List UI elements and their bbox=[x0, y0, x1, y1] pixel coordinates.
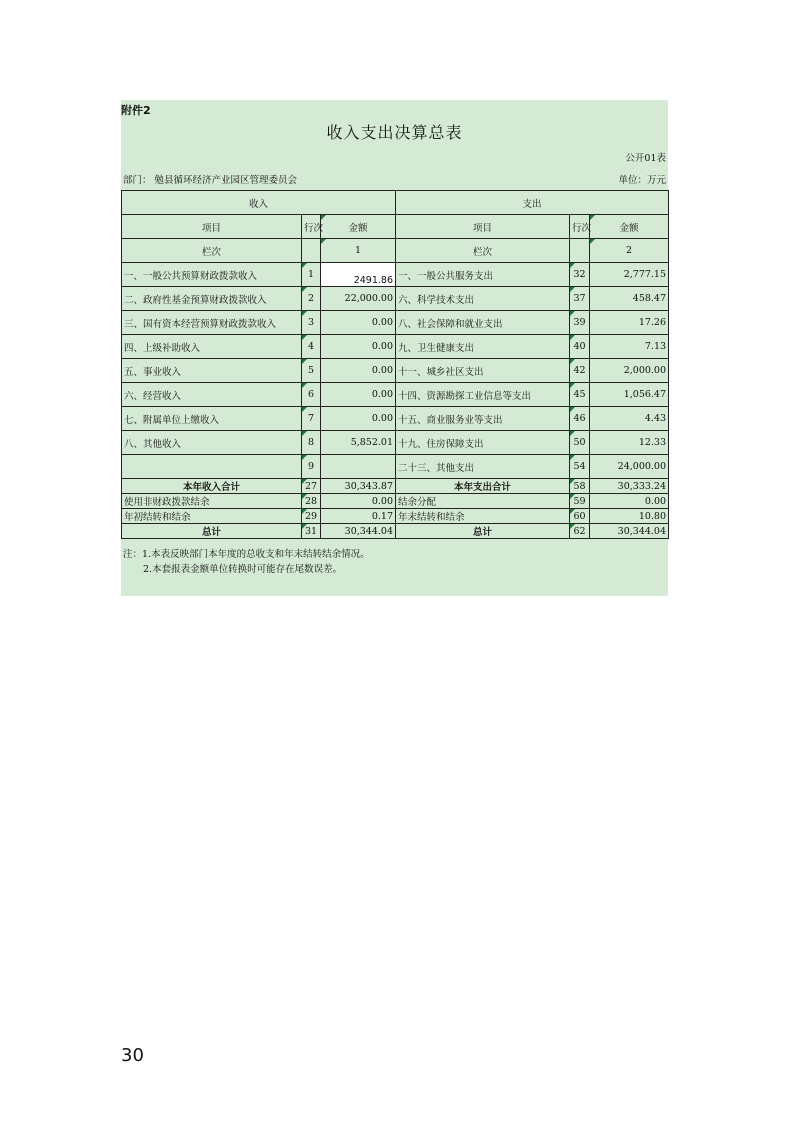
income-item: 二、政府性基金预算财政拨款收入 bbox=[122, 287, 302, 311]
expense-amount: 17.26 bbox=[590, 311, 669, 335]
expense-subtotal-amount: 30,333.24 bbox=[590, 479, 669, 494]
income-amount: 22,000.00 bbox=[321, 287, 396, 311]
expense-amount-header: 金额 bbox=[590, 215, 669, 239]
income-amount: 0.00 bbox=[321, 407, 396, 431]
income-total-amount: 30,344.04 bbox=[321, 524, 396, 539]
expense-subtotal-label: 本年支出合计 bbox=[396, 479, 570, 494]
unit-label: 单位：万元 bbox=[618, 175, 666, 186]
footnote-2: 2.本套报表金额单位转换时可能存在尾数误差。 bbox=[143, 564, 343, 575]
expense-amount: 0.00 bbox=[590, 494, 669, 509]
income-line-no: 29 bbox=[302, 509, 321, 524]
income-amount: 0.00 bbox=[321, 359, 396, 383]
expense-item: 十九、住房保障支出 bbox=[396, 431, 570, 455]
income-order-label: 栏次 bbox=[122, 239, 302, 263]
income-amount: 0.00 bbox=[321, 311, 396, 335]
expense-total-line-no: 62 bbox=[570, 524, 590, 539]
expense-total-amount: 30,344.04 bbox=[590, 524, 669, 539]
section-header-row bbox=[122, 191, 669, 215]
subtotal-row bbox=[122, 479, 669, 494]
income-subtotal-amount: 30,343.87 bbox=[321, 479, 396, 494]
table-row bbox=[122, 455, 669, 479]
expense-item-header: 项目 bbox=[396, 215, 570, 239]
table-code: 公开01表 bbox=[625, 153, 666, 164]
income-line-no: 1 bbox=[302, 263, 321, 287]
income-line-no: 6 bbox=[302, 383, 321, 407]
income-line-header: 行次 bbox=[302, 215, 321, 239]
income-amount: 5,852.01 bbox=[321, 431, 396, 455]
expense-amount: 10.80 bbox=[590, 509, 669, 524]
expense-amount: 12.33 bbox=[590, 431, 669, 455]
income-subtotal-line-no: 27 bbox=[302, 479, 321, 494]
table-row bbox=[122, 311, 669, 335]
department-label: 部门： 勉县循环经济产业园区管理委员会 bbox=[123, 175, 298, 186]
column-header-row bbox=[122, 215, 669, 239]
income-line-no: 4 bbox=[302, 335, 321, 359]
expense-item: 十五、商业服务业等支出 bbox=[396, 407, 570, 431]
expense-amount: 2,000.00 bbox=[590, 359, 669, 383]
income-item: 使用非财政拨款结余 bbox=[122, 494, 302, 509]
income-header: 收入 bbox=[122, 191, 396, 215]
expense-item: 年末结转和结余 bbox=[396, 509, 570, 524]
page-number: 30 bbox=[121, 1045, 144, 1066]
report-sheet bbox=[121, 100, 668, 596]
income-item: 一、一般公共预算财政拨款收入 bbox=[122, 263, 302, 287]
income-amount-selected-cell[interactable]: 2491.86 bbox=[321, 263, 396, 287]
expense-line-no: 39 bbox=[570, 311, 590, 335]
expense-item: 十四、资源勘探工业信息等支出 bbox=[396, 383, 570, 407]
income-item: 五、事业收入 bbox=[122, 359, 302, 383]
expense-item: 八、社会保障和就业支出 bbox=[396, 311, 570, 335]
table-row bbox=[122, 335, 669, 359]
footnote-1: 注：1.本表反映部门本年度的总收支和年末结转结余情况。 bbox=[123, 549, 370, 560]
report-title: 收入支出决算总表 bbox=[326, 123, 463, 142]
income-line-no: 28 bbox=[302, 494, 321, 509]
income-expense-table bbox=[121, 190, 669, 539]
income-item: 三、国有资本经营预算财政拨款收入 bbox=[122, 311, 302, 335]
income-amount bbox=[321, 455, 396, 479]
expense-header: 支出 bbox=[396, 191, 669, 215]
table-row bbox=[122, 263, 669, 287]
expense-total-label: 总计 bbox=[396, 524, 570, 539]
table-row bbox=[122, 431, 669, 455]
expense-amount: 458.47 bbox=[590, 287, 669, 311]
expense-line-no: 40 bbox=[570, 335, 590, 359]
income-amount-header: 金额 bbox=[321, 215, 396, 239]
income-line-no: 8 bbox=[302, 431, 321, 455]
expense-line-no: 54 bbox=[570, 455, 590, 479]
column-order-row bbox=[122, 239, 669, 263]
table-row bbox=[122, 494, 669, 509]
income-amount: 0.00 bbox=[321, 335, 396, 359]
income-amount: 0.00 bbox=[321, 383, 396, 407]
expense-amount: 7.13 bbox=[590, 335, 669, 359]
expense-amount: 24,000.00 bbox=[590, 455, 669, 479]
expense-item: 九、卫生健康支出 bbox=[396, 335, 570, 359]
income-item: 四、上级补助收入 bbox=[122, 335, 302, 359]
expense-amount: 1,056.47 bbox=[590, 383, 669, 407]
table-row bbox=[122, 287, 669, 311]
table-row bbox=[122, 359, 669, 383]
income-amount: 0.00 bbox=[321, 494, 396, 509]
attachment-label: 附件2 bbox=[121, 104, 151, 117]
expense-line-no: 37 bbox=[570, 287, 590, 311]
income-line-no: 5 bbox=[302, 359, 321, 383]
expense-line-no: 46 bbox=[570, 407, 590, 431]
expense-order-number: 2 bbox=[590, 239, 669, 263]
income-item: 七、附属单位上缴收入 bbox=[122, 407, 302, 431]
income-item: 六、经营收入 bbox=[122, 383, 302, 407]
expense-item: 十一、城乡社区支出 bbox=[396, 359, 570, 383]
income-line-no: 2 bbox=[302, 287, 321, 311]
income-amount: 0.17 bbox=[321, 509, 396, 524]
expense-item: 结余分配 bbox=[396, 494, 570, 509]
expense-line-no: 50 bbox=[570, 431, 590, 455]
expense-item: 二十三、其他支出 bbox=[396, 455, 570, 479]
expense-line-no: 45 bbox=[570, 383, 590, 407]
expense-line-no: 60 bbox=[570, 509, 590, 524]
expense-item: 六、科学技术支出 bbox=[396, 287, 570, 311]
expense-amount: 4.43 bbox=[590, 407, 669, 431]
income-total-label: 总计 bbox=[122, 524, 302, 539]
total-row bbox=[122, 524, 669, 539]
expense-line-no: 59 bbox=[570, 494, 590, 509]
income-item: 年初结转和结余 bbox=[122, 509, 302, 524]
expense-order-label: 栏次 bbox=[396, 239, 570, 263]
income-order-blank bbox=[302, 239, 321, 263]
table-row bbox=[122, 383, 669, 407]
table-row bbox=[122, 509, 669, 524]
expense-line-no: 32 bbox=[570, 263, 590, 287]
expense-item: 一、一般公共服务支出 bbox=[396, 263, 570, 287]
income-item: 八、其他收入 bbox=[122, 431, 302, 455]
income-line-no: 7 bbox=[302, 407, 321, 431]
income-line-no: 3 bbox=[302, 311, 321, 335]
expense-subtotal-line-no: 58 bbox=[570, 479, 590, 494]
income-order-number: 1 bbox=[321, 239, 396, 263]
income-line-no: 9 bbox=[302, 455, 321, 479]
footnotes bbox=[123, 547, 370, 577]
expense-line-header: 行次 bbox=[570, 215, 590, 239]
table-row bbox=[122, 407, 669, 431]
expense-amount: 2,777.15 bbox=[590, 263, 669, 287]
income-subtotal-label: 本年收入合计 bbox=[122, 479, 302, 494]
expense-order-blank bbox=[570, 239, 590, 263]
income-item bbox=[122, 455, 302, 479]
income-total-line-no: 31 bbox=[302, 524, 321, 539]
expense-line-no: 42 bbox=[570, 359, 590, 383]
income-item-header: 项目 bbox=[122, 215, 302, 239]
